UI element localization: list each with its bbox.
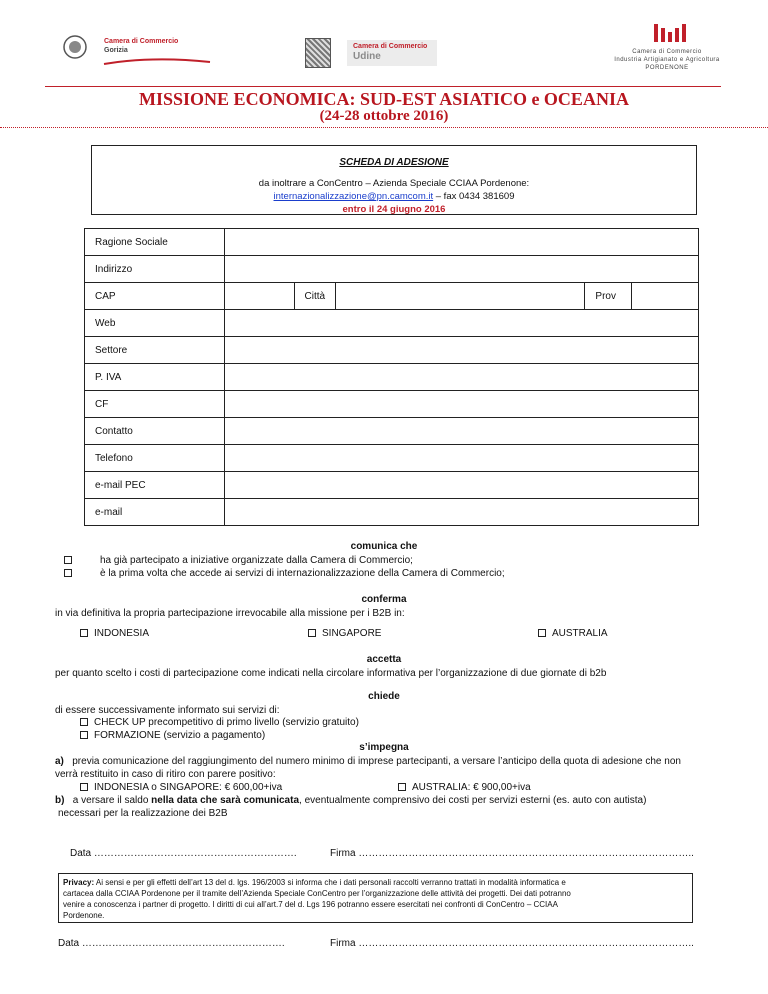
chiede-text: di essere successivamente informato sui servizi di: <box>55 705 280 716</box>
comunica-opt2: è la prima volta che accede ai servizi di internazionalizzazione della Camera di Commercio; <box>100 568 505 579</box>
seal-icon <box>62 34 88 60</box>
checkbox-australia[interactable] <box>538 629 546 637</box>
checkbox-singapore[interactable] <box>308 629 316 637</box>
privacy-box <box>58 873 693 923</box>
input-email[interactable] <box>224 499 698 526</box>
privacy-label: Privacy: <box>63 878 95 887</box>
emblem-icon <box>305 38 331 68</box>
checkbox-checkup[interactable] <box>80 718 88 726</box>
price-australia-label: AUSTRALIA: € 900,00+iva <box>412 782 531 793</box>
input-piva[interactable] <box>224 364 698 391</box>
swoosh-icon <box>102 56 212 68</box>
sign2-firma-field[interactable]: Firma ……………………………………………………………………………………….. <box>330 938 694 949</box>
label-email: e-mail <box>85 499 225 526</box>
deadline-text: entro il 24 giugno 2016 <box>342 204 446 215</box>
option-singapore[interactable] <box>308 627 381 640</box>
impegna-b-label: b) <box>55 795 65 806</box>
input-indirizzo[interactable] <box>224 256 698 283</box>
impegna-b-bold: nella data che sarà comunicata <box>151 795 300 806</box>
input-pec[interactable] <box>224 472 698 499</box>
input-settore[interactable] <box>224 337 698 364</box>
option-formazione[interactable] <box>80 729 265 742</box>
sign1-data-field[interactable]: Data ……………………………………………………. <box>70 848 297 859</box>
logo-pordenone-line2: Industria Artigianato e Agricoltura <box>614 57 720 63</box>
impegna-a-text: previa comunicazione del raggiungimento del numero minimo di imprese partecipanti, a versare l’anticipo della quota di adesione che non <box>72 756 681 767</box>
input-web[interactable] <box>224 310 698 337</box>
input-citta[interactable] <box>335 283 585 310</box>
option-price-indo-sing[interactable] <box>80 781 282 794</box>
input-telefono[interactable] <box>224 445 698 472</box>
logo-gorizia-line1: Camera di Commercio <box>104 38 179 45</box>
registration-form <box>84 228 699 526</box>
input-cf[interactable] <box>224 391 698 418</box>
label-telefono: Telefono <box>85 445 225 472</box>
option-checkup[interactable] <box>80 716 359 729</box>
checkbox-formazione[interactable] <box>80 731 88 739</box>
logo-udine-line2: Udine <box>353 51 381 62</box>
label-pec: e-mail PEC <box>85 472 225 499</box>
checkbox-gia-partecipato[interactable] <box>64 556 72 564</box>
checkbox-indonesia[interactable] <box>80 629 88 637</box>
label-web: Web <box>85 310 225 337</box>
adhesion-line1: da inoltrare a ConCentro – Azienda Speciale CCIAA Pordenone: <box>258 178 530 189</box>
label-settore: Settore <box>85 337 225 364</box>
adhesion-heading: SCHEDA DI ADESIONE <box>339 157 449 168</box>
label-indirizzo: Indirizzo <box>85 256 225 283</box>
comunica-heading: comunica che <box>350 541 418 552</box>
input-contatto[interactable] <box>224 418 698 445</box>
privacy-text1: Ai sensi e per gli effetti dell’art 13 del d. lgs. 196/2003 si informa che i dati personali raccolti verranno trattati in modalità informatica e <box>94 878 566 887</box>
price-indo-sing-label: INDONESIA o SINGAPORE: € 600,00+iva <box>94 782 283 793</box>
accetta-heading: accetta <box>366 654 402 665</box>
label-citta: Città <box>294 283 335 310</box>
checkbox-price-australia[interactable] <box>398 783 406 791</box>
option-checkup-label: CHECK UP precompetitivo di primo livello (servizio gratuito) <box>94 717 359 728</box>
logo-gorizia-line2: Gorizia <box>104 47 128 54</box>
label-ragione-sociale: Ragione Sociale <box>85 229 225 256</box>
label-cf: CF <box>85 391 225 418</box>
impegna-a-label: a) <box>55 756 64 767</box>
impegna-b-line2: necessari per la realizzazione dei B2B <box>58 808 228 819</box>
privacy-line2: cartacea dalla CCIAA Pordenone per il tramite dell’Azienda Speciale ConCentro per l’organizzazione delle attività dei progetti. Dei dati potranno <box>63 889 571 898</box>
page-title: MISSIONE ECONOMICA: SUD-EST ASIATICO e OCEANIA <box>139 89 629 109</box>
privacy-line1 <box>63 877 688 888</box>
input-cap[interactable] <box>224 283 294 310</box>
label-prov: Prov <box>585 283 631 310</box>
label-piva: P. IVA <box>85 364 225 391</box>
email-link[interactable]: internazionalizzazione@pn.camcom.it <box>273 191 434 202</box>
option-indonesia-label: INDONESIA <box>94 628 150 639</box>
checkbox-prima-volta[interactable] <box>64 569 72 577</box>
adhesion-contact <box>91 191 697 203</box>
option-australia-label: AUSTRALIA <box>552 628 608 639</box>
comunica-opt1: ha già partecipato a iniziative organizzate dalla Camera di Commercio; <box>100 555 413 566</box>
header-divider <box>45 86 721 87</box>
impegna-b-post: , eventualmente comprensivo dei costi per servizi esterni (es. auto con autista) <box>299 795 647 806</box>
privacy-line3: venire a conoscenza i partner di progetto. I diritti di cui all’art.7 del d. Lgs 196 potranno essere esercitati nei confronti di ConCentro – CCIAA <box>63 900 558 909</box>
conferma-text: in via definitiva la propria partecipazione irrevocabile alla missione per i B2B in: <box>55 608 405 619</box>
logo-pordenone-line3: PORDENONE <box>645 65 689 71</box>
logo-pordenone-line1: Camera di Commercio <box>632 49 702 55</box>
logo-gorizia <box>62 34 182 68</box>
option-indonesia[interactable] <box>80 627 149 640</box>
input-ragione-sociale[interactable] <box>224 229 698 256</box>
impegna-a-line2: verrà restituito in caso di ritiro con parere positivo: <box>55 769 276 780</box>
option-price-australia[interactable] <box>398 781 531 794</box>
sign1-firma-field[interactable]: Firma ……………………………………………………………………………………….. <box>330 848 694 859</box>
impegna-heading: s’impegna <box>359 742 409 753</box>
pordenone-mark-icon <box>652 22 688 44</box>
logo-pordenone <box>612 22 722 72</box>
conferma-heading: conferma <box>361 594 407 605</box>
logo-udine <box>305 38 440 70</box>
impegna-a-line1 <box>55 755 681 768</box>
fax-text: – fax 0434 381609 <box>433 191 515 202</box>
accetta-text: per quanto scelto i costi di partecipazione come indicati nella circolare informativa per l’organizzazione di due giornate di b2b <box>55 668 607 679</box>
checkbox-price-indo-sing[interactable] <box>80 783 88 791</box>
option-formazione-label: FORMAZIONE (servizio a pagamento) <box>94 730 266 741</box>
page-subtitle: (24-28 ottobre 2016) <box>319 108 449 124</box>
impegna-b-pre: a versare il saldo <box>72 795 152 806</box>
sign2-data-field[interactable]: Data ……………………………………………………. <box>58 938 285 949</box>
label-contatto: Contatto <box>85 418 225 445</box>
impegna-b-line1 <box>55 794 646 807</box>
label-cap: CAP <box>85 283 225 310</box>
logo-udine-line1: Camera di Commercio <box>353 43 428 50</box>
option-australia[interactable] <box>538 627 608 640</box>
privacy-line4: Pordenone. <box>63 911 105 920</box>
input-prov[interactable] <box>631 283 698 310</box>
option-singapore-label: SINGAPORE <box>322 628 382 639</box>
title-divider <box>0 127 768 128</box>
chiede-heading: chiede <box>368 691 400 702</box>
